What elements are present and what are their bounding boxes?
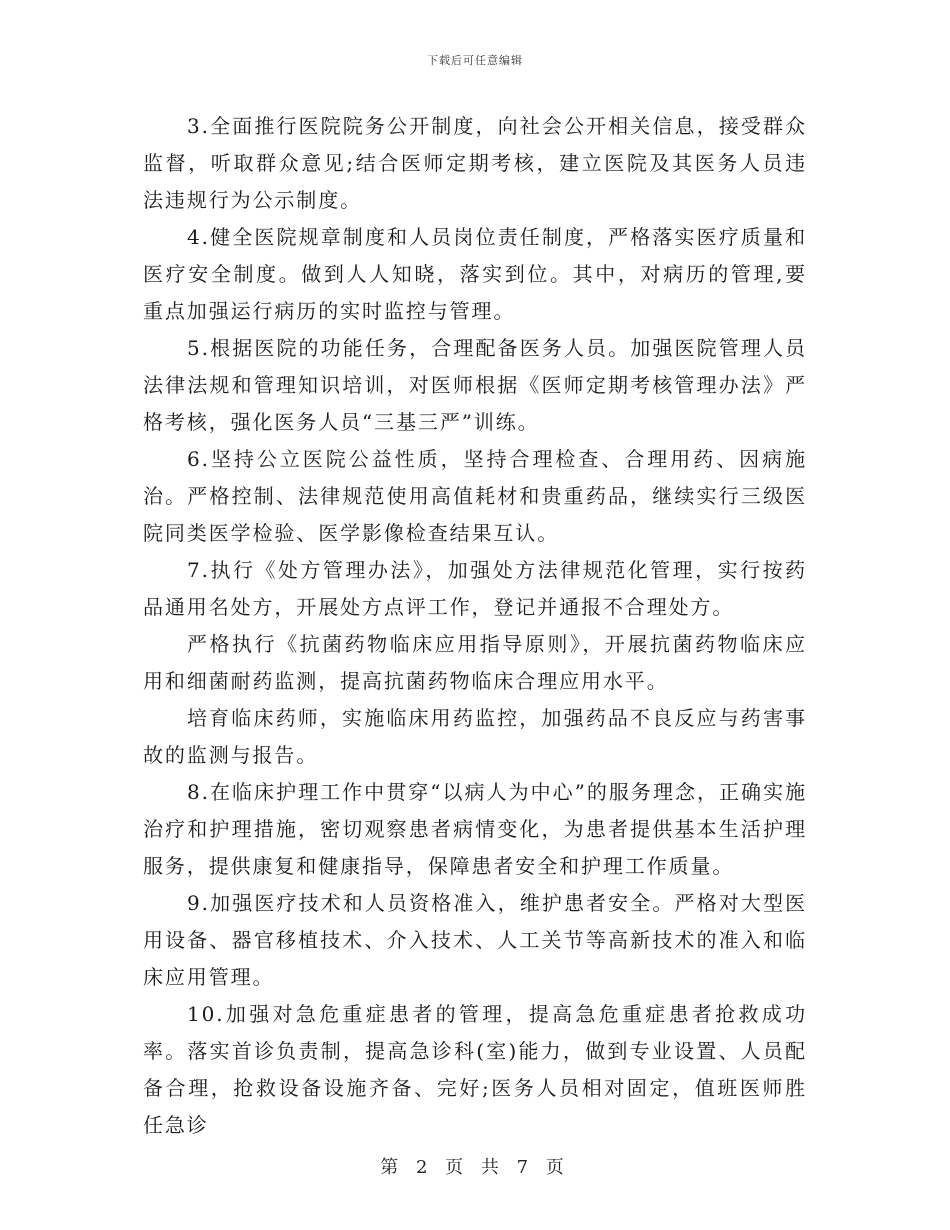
page-number-footer: 第 2 页 共 7 页: [380, 1157, 570, 1178]
paragraph-item-3: 3.全面推行医院院务公开制度，向社会公开相关信息，接受群众监督，听取群众意见;结合医师定期考核，建立医院及其医务人员违法违规行为公示制度。: [143, 114, 807, 212]
document-body: [143, 108, 807, 1144]
paragraph-item-6: 6.坚持公立医院公益性质，坚持合理检查、合理用药、因病施治。严格控制、法律规范使用高值耗材和贵重药品，继续实行三级医院同类医学检验、医学影像检查结果互认。: [143, 447, 807, 545]
paragraph-clinical-pharmacists: 培育临床药师，实施临床用药监控，加强药品不良反应与药害事故的监测与报告。: [143, 706, 807, 767]
paragraph-item-4: 4.健全医院规章制度和人员岗位责任制度，严格落实医疗质量和医疗安全制度。做到人人知晓，落实到位。其中，对病历的管理,要重点加强运行病历的实时监控与管理。: [143, 225, 807, 323]
paragraph-item-9: 9.加强医疗技术和人员资格准入，维护患者安全。严格对大型医用设备、器官移植技术、介入技术、人工关节等高新技术的准入和临床应用管理。: [143, 891, 807, 989]
paragraph-item-8: 8.在临床护理工作中贯穿“以病人为中心”的服务理念，正确实施治疗和护理措施，密切观察患者病情变化，为患者提供基本生活护理服务，提供康复和健康指导，保障患者安全和护理工作质量。: [143, 780, 807, 878]
paragraph-item-10: 10.加强对急危重症患者的管理，提高急危重症患者抢救成功率。落实首诊负责制，提高急诊科(室)能力，做到专业设置、人员配备合理，抢救设备设施齐备、完好;医务人员相对固定，值班医师胜任急诊: [143, 1002, 807, 1137]
paragraph-antibiotics: 严格执行《抗菌药物临床应用指导原则》，开展抗菌药物临床应用和细菌耐药监测，提高抗菌药物临床合理应用水平。: [143, 632, 807, 693]
paragraph-item-5: 5.根据医院的功能任务，合理配备医务人员。加强医院管理人员法律法规和管理知识培训，对医师根据《医师定期考核管理办法》严格考核，强化医务人员“三基三严”训练。: [143, 336, 807, 434]
paragraph-item-7: 7.执行《处方管理办法》，加强处方法律规范化管理，实行按药品通用名处方，开展处方点评工作，登记并通报不合理处方。: [143, 558, 807, 619]
page-header-note: 下载后可任意编辑: [427, 54, 523, 67]
